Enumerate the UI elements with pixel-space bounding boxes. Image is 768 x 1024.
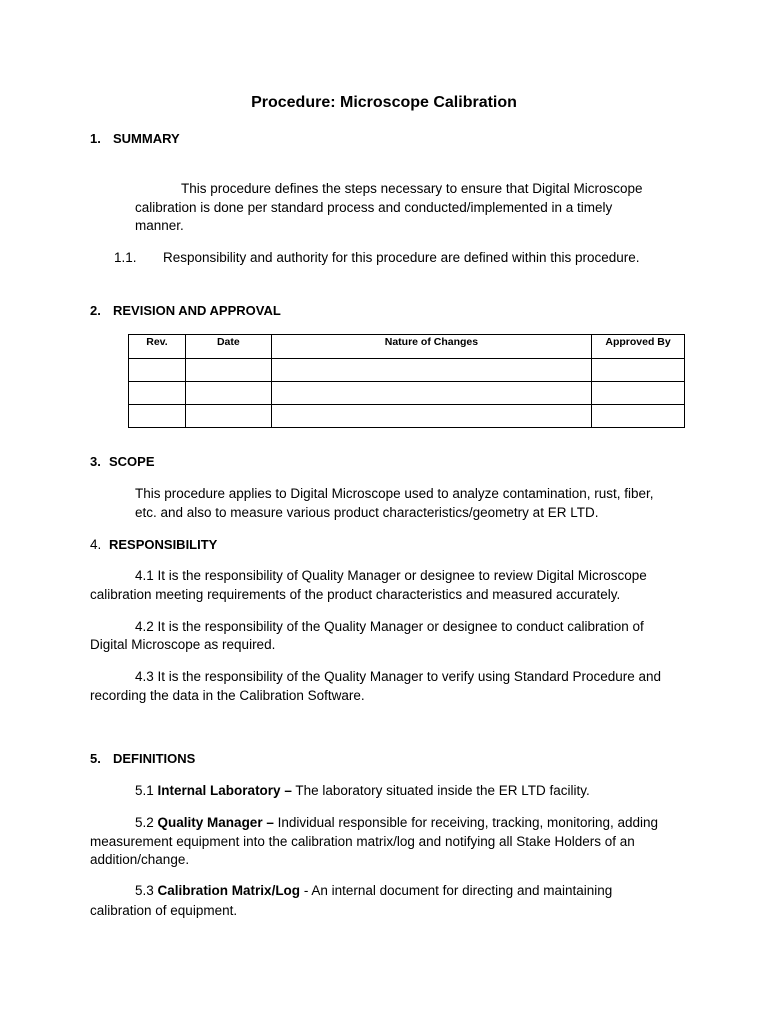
table-cell	[271, 405, 591, 428]
column-header-rev: Rev.	[129, 335, 186, 359]
definition-5-2-line2: measurement equipment into the calibration matrix/log and notifying all Stake Holders of an	[90, 834, 635, 849]
summary-paragraph-line3: manner.	[135, 218, 184, 233]
definition-5-2-line3: addition/change.	[90, 852, 190, 867]
summary-heading: SUMMARY	[113, 131, 180, 146]
responsibility-heading: RESPONSIBILITY	[109, 537, 218, 552]
revision-table	[128, 334, 685, 428]
table-cell	[129, 359, 186, 382]
definition-5-1-term: Internal Laboratory –	[157, 783, 292, 798]
definition-5-1-number: 5.1	[135, 783, 154, 798]
column-header-nature-of-changes: Nature of Changes	[271, 335, 591, 359]
summary-item-number: 1.1.	[114, 250, 137, 265]
column-header-approved-by: Approved By	[592, 335, 685, 359]
table-cell	[592, 359, 685, 382]
definition-5-2-line1	[135, 814, 658, 832]
responsibility-4-1-line1: 4.1 It is the responsibility of Quality Manager or designee to review Digital Microscope	[135, 568, 647, 583]
definition-5-1	[135, 782, 590, 800]
scope-paragraph-line2: etc. and also to measure various product characteristics/geometry at ER LTD.	[135, 505, 599, 520]
table-cell	[129, 382, 186, 405]
definition-5-2-text: Individual responsible for receiving, tracking, monitoring, adding	[277, 815, 659, 830]
table-row	[129, 382, 685, 405]
table-cell	[129, 405, 186, 428]
table-cell	[185, 382, 271, 405]
definitions-heading-number: 5.	[90, 751, 101, 766]
responsibility-4-1-line2: calibration meeting requirements of the product characteristics and measured accurately.	[90, 587, 621, 602]
table-cell	[185, 359, 271, 382]
definition-5-3-text: - An internal document for directing and maintaining	[303, 883, 613, 898]
table-cell	[185, 405, 271, 428]
table-header-row	[129, 335, 685, 359]
responsibility-4-3-line1: 4.3 It is the responsibility of the Quality Manager to verify using Standard Procedure and	[135, 669, 662, 684]
scope-heading: SCOPE	[109, 454, 155, 469]
responsibility-4-2-line1: 4.2 It is the responsibility of the Quality Manager or designee to conduct calibration of	[135, 619, 644, 634]
table-row	[129, 405, 685, 428]
summary-heading-number: 1.	[90, 131, 101, 146]
summary-paragraph-line2: calibration is done per standard process and conducted/implemented in a timely	[135, 200, 613, 215]
definition-5-1-text: The laboratory situated inside the ER LTD facility.	[295, 783, 590, 798]
document-title: Procedure: Microscope Calibration	[251, 94, 517, 111]
scope-heading-number: 3.	[90, 454, 101, 469]
summary-item-text: Responsibility and authority for this procedure are defined within this procedure.	[163, 250, 640, 265]
definition-5-2-number: 5.2	[135, 815, 154, 830]
table-cell	[592, 382, 685, 405]
definition-5-3-line1	[135, 882, 612, 900]
revision-heading: REVISION AND APPROVAL	[113, 303, 281, 318]
summary-paragraph-line1: This procedure defines the steps necessary to ensure that Digital Microscope	[181, 181, 643, 196]
revision-heading-number: 2.	[90, 303, 101, 318]
table-cell	[271, 382, 591, 405]
scope-paragraph-line1: This procedure applies to Digital Microscope used to analyze contamination, rust, fiber,	[135, 486, 654, 501]
definition-5-3-number: 5.3	[135, 883, 154, 898]
table-row	[129, 359, 685, 382]
column-header-date: Date	[185, 335, 271, 359]
definition-5-2-term: Quality Manager –	[157, 815, 274, 830]
table-cell	[271, 359, 591, 382]
definitions-heading: DEFINITIONS	[113, 751, 196, 766]
responsibility-4-2-line2: Digital Microscope as required.	[90, 637, 276, 652]
responsibility-4-3-line2: recording the data in the Calibration Software.	[90, 688, 365, 703]
definition-5-3-term: Calibration Matrix/Log	[157, 883, 301, 898]
definition-5-3-line2: calibration of equipment.	[90, 903, 238, 918]
table-cell	[592, 405, 685, 428]
responsibility-heading-number: 4.	[90, 537, 102, 552]
